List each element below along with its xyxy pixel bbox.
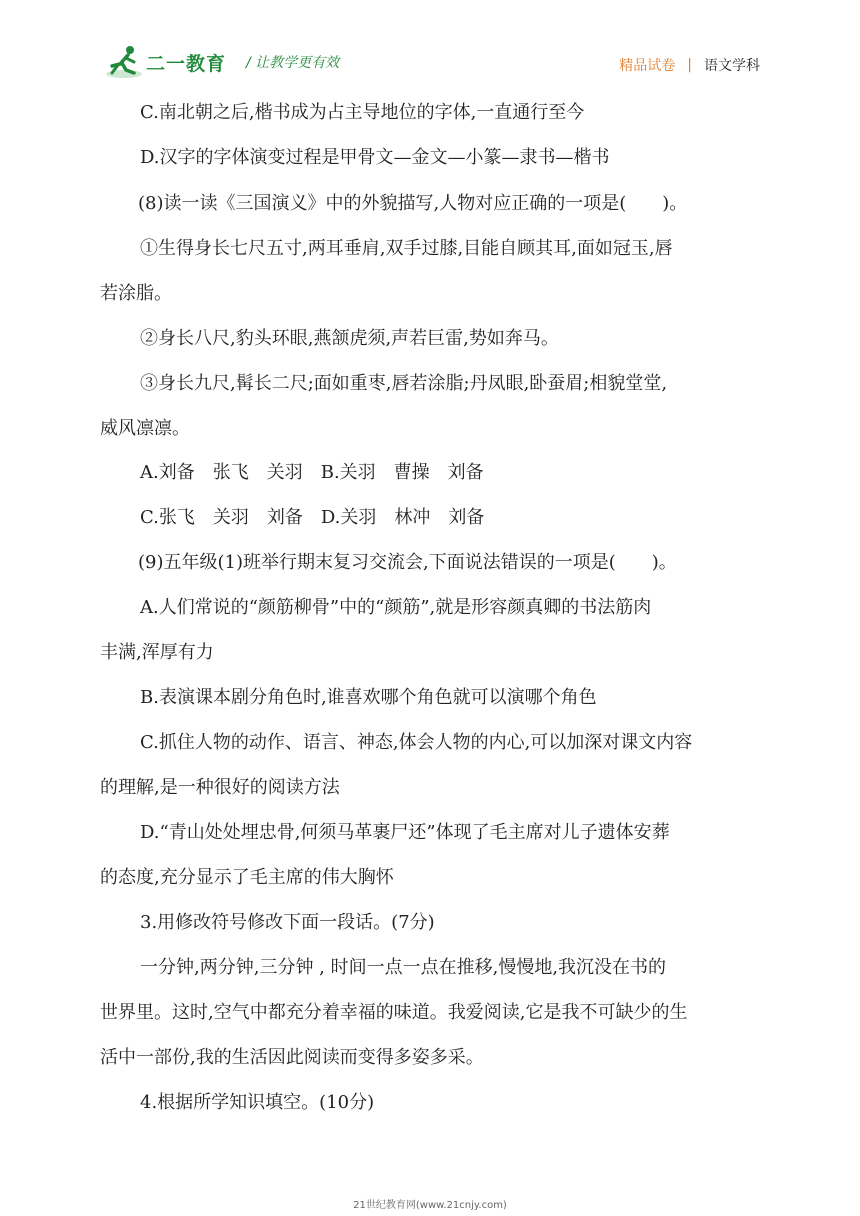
option-line: A.人们常说的“颜筋柳骨”中的“颜筋”,就是形容颜真卿的书法筋肉 [140, 597, 652, 618]
logo [104, 44, 339, 80]
slogan: / 让教学更有效 [246, 55, 340, 71]
subject-tags [619, 55, 760, 75]
running-figure-logo-icon [104, 44, 144, 80]
question-8: (8)读一读《三国演义》中的外貌描写,人物对应正确的一项是( )。 [138, 193, 688, 214]
option-line: B.表演课本剧分角色时,谁喜欢哪个角色就可以演哪个角色 [140, 687, 597, 708]
text-line: 若涂脂。 [100, 283, 172, 304]
text-line: 丰满,浑厚有力 [100, 642, 214, 663]
page-header [0, 0, 860, 90]
text-line: 活中一部份,我的生活因此阅读而变得多姿多采。 [100, 1047, 484, 1068]
option-line: D.“青山处处埋忠骨,何须马革裹尸还”体现了毛主席对儿子遗体安葬 [140, 822, 670, 843]
option-line: A.刘备 张飞 关羽 B.关羽 曹操 刘备 [140, 462, 484, 483]
text-line: 威风凛凛。 [100, 418, 190, 439]
text-line: ③身长九尺,髯长二尺;面如重枣,唇若涂脂;丹凤眼,卧蚕眉;相貌堂堂, [140, 373, 668, 394]
tag-separator: | [687, 57, 692, 73]
option-line: C.抓住人物的动作、语言、神态,体会人物的内心,可以加深对课文内容 [140, 732, 693, 753]
text-line: 世界里。这时,空气中都充分着幸福的味道。我爱阅读,它是我不可缺少的生 [100, 1002, 688, 1023]
question-4: 4.根据所学知识填空。(10分) [140, 1092, 375, 1113]
text-line: D.汉字的字体演变过程是甲骨文—金文—小篆—隶书—楷书 [140, 147, 610, 168]
text-line: 一分钟,两分钟,三分钟 , 时间一点一点在推移,慢慢地,我沉没在书的 [140, 957, 667, 978]
text-line: 的理解,是一种很好的阅读方法 [100, 777, 340, 798]
tag-premium-paper: 精品试卷 [619, 58, 676, 74]
question-9: (9)五年级(1)班举行期末复习交流会,下面说法错误的一项是( )。 [138, 552, 677, 573]
option-line: C.张飞 关羽 刘备 D.关羽 林冲 刘备 [140, 507, 485, 528]
logo-text: 二一教育 [146, 52, 227, 75]
text-line: ②身长八尺,豹头环眼,燕颔虎须,声若巨雷,势如奔马。 [140, 328, 559, 349]
tag-subject: 语文学科 [704, 58, 760, 74]
page-footer: 21世纪教育网(www.21cnjy.com) [353, 1200, 507, 1211]
text-line: 的态度,充分显示了毛主席的伟大胸怀 [100, 867, 394, 888]
text-line: ①生得身长七尺五寸,两耳垂肩,双手过膝,目能自顾其耳,面如冠玉,唇 [140, 238, 673, 259]
text-line: C.南北朝之后,楷书成为占主导地位的字体,一直通行至今 [140, 102, 585, 123]
question-3: 3.用修改符号修改下面一段话。(7分) [140, 912, 435, 933]
